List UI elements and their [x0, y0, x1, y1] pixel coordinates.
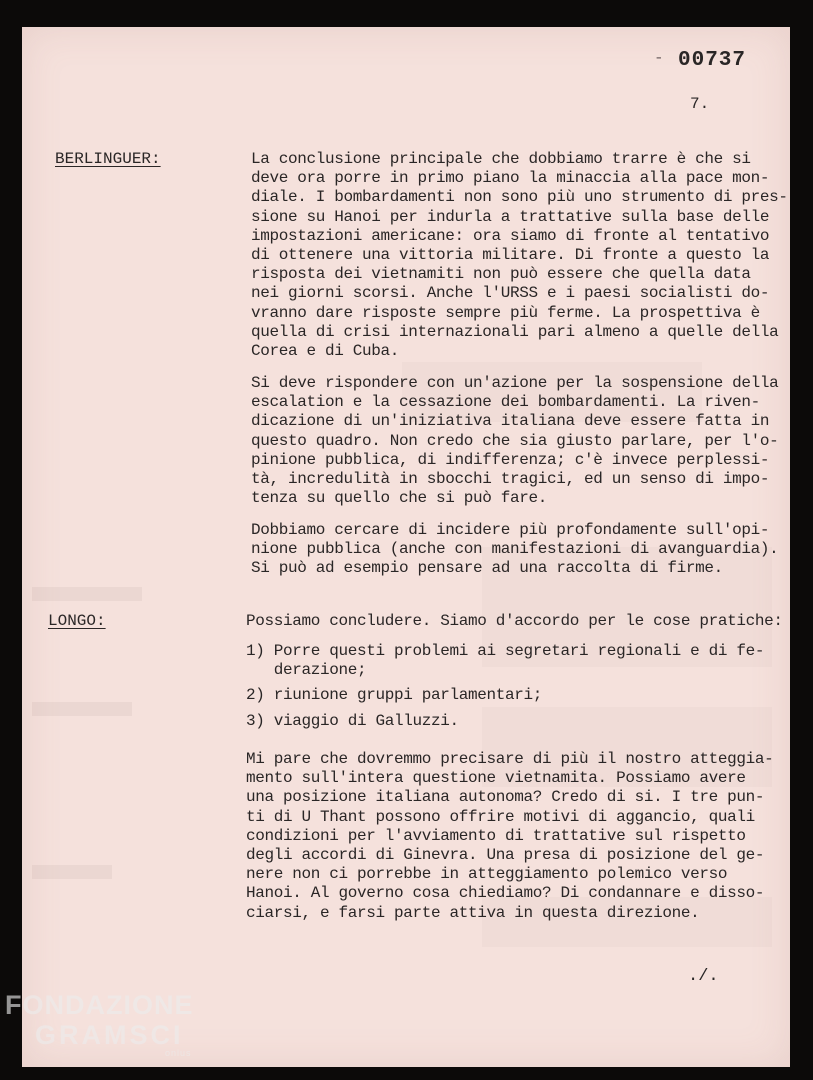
list-item-3: [246, 712, 459, 731]
text-line: impostazioni americane: ora siamo di fronte al tentativo: [251, 226, 770, 245]
text-line: condizioni per l'avviamento di trattative sul rispetto: [246, 826, 746, 845]
watermark-line: onlus: [165, 1048, 192, 1058]
text-line: 1) Porre questi problemi ai segretari regionali e di fe-: [246, 642, 765, 660]
paragraph-berlinguer-3: [251, 521, 790, 579]
text-line: sione su Hanoi per indurla a trattative sulla base delle: [251, 207, 770, 226]
text-line: Si deve rispondere con un'azione per la sospensione della: [251, 374, 779, 392]
text-line: diale. I bombardamenti non sono più uno strumento di pres-: [251, 188, 788, 207]
text-line: Corea e di Cuba.: [251, 342, 400, 361]
text-line: risposta dei vietnamiti non può essere che quella data: [251, 265, 751, 284]
text-line: dicazione di un'iniziativa italiana deve essere fatta in: [251, 412, 770, 431]
text-line: Mi pare che dovremmo precisare di più il nostro atteggia-: [246, 750, 774, 768]
text-line: ti di U Thant possono offrire motivi di aggancio, quali: [246, 807, 755, 826]
text-line: Hanoi. Al governo cosa chiediamo? Di condannare e disso-: [246, 884, 765, 903]
list-item-2: [246, 686, 542, 705]
pencil-mark: -: [654, 49, 664, 67]
text-line: vranno dare risposte sempre più ferme. La prospettiva è: [251, 303, 760, 322]
fondazione-gramsci-watermark: [5, 990, 194, 1058]
text-line: 3) viaggio di Galluzzi.: [246, 712, 459, 730]
text-line: degli accordi di Ginevra. Una presa di posizione del ge-: [246, 846, 765, 865]
text-line: Dobbiamo cercare di incidere più profondamente sull'opi-: [251, 521, 770, 539]
list-item-1: [246, 642, 764, 680]
show-through-shadow: [32, 587, 142, 601]
text-line: derazione;: [246, 661, 367, 680]
text-line: pinione pubblica, di indifferenza; c'è invece perplessi-: [251, 450, 770, 469]
text-line: deve ora porre in primo piano la minaccia alla pace mon-: [251, 169, 770, 188]
text-line: Si può ad esempio pensare ad una raccolta di firme.: [251, 559, 723, 578]
text-line: tenza su quello che si può fare.: [251, 489, 548, 508]
paragraph-berlinguer-1: [251, 150, 790, 361]
speaker-label-berlinguer: BERLINGUER:: [55, 150, 161, 168]
document-number: 00737: [678, 49, 747, 72]
show-through-shadow: [32, 702, 132, 716]
paragraph-longo-intro: [246, 612, 790, 631]
text-line: nei giorni scorsi. Anche l'URSS e i paesi socialisti do-: [251, 284, 770, 303]
text-line: Possiamo concludere. Siamo d'accordo per le cose pratiche:: [246, 612, 783, 630]
text-line: quella di crisi internazionali pari almeno a quelle della: [251, 322, 779, 341]
text-line: escalation e la cessazione dei bombardamenti. La riven-: [251, 393, 760, 412]
watermark-line: FONDAZIONE: [5, 990, 194, 1020]
watermark-line: GRAMSCI: [35, 1020, 184, 1050]
text-line: mento sull'intera questione vietnamita. Possiamo avere: [246, 769, 746, 788]
page-number: 7.: [690, 95, 710, 113]
text-line: una posizione italiana autonoma? Credo di si. I tre pun-: [246, 788, 765, 807]
text-line: tà, incredulità in sbocchi tragici, ed un senso di impo-: [251, 470, 770, 489]
text-line: nere non ci porrebbe in atteggiamento polemico verso: [246, 865, 728, 884]
paragraph-longo-closing: [246, 750, 790, 923]
text-line: ciarsi, e farsi parte attiva in questa direzione.: [246, 903, 700, 922]
text-line: di ottenere una vittoria militare. Di fronte a questo la: [251, 246, 770, 265]
speaker-label-longo: LONGO:: [48, 612, 106, 630]
text-line: 2) riunione gruppi parlamentari;: [246, 686, 543, 704]
show-through-shadow: [32, 865, 112, 879]
document-page: [22, 27, 790, 1067]
continuation-mark: ./.: [688, 967, 719, 986]
text-line: questo quadro. Non credo che sia giusto parlare, per l'o-: [251, 431, 779, 450]
text-line: La conclusione principale che dobbiamo trarre è che si: [251, 150, 751, 168]
text-line: nione pubblica (anche con manifestazioni di avanguardia).: [251, 540, 779, 559]
paragraph-berlinguer-2: [251, 374, 790, 508]
